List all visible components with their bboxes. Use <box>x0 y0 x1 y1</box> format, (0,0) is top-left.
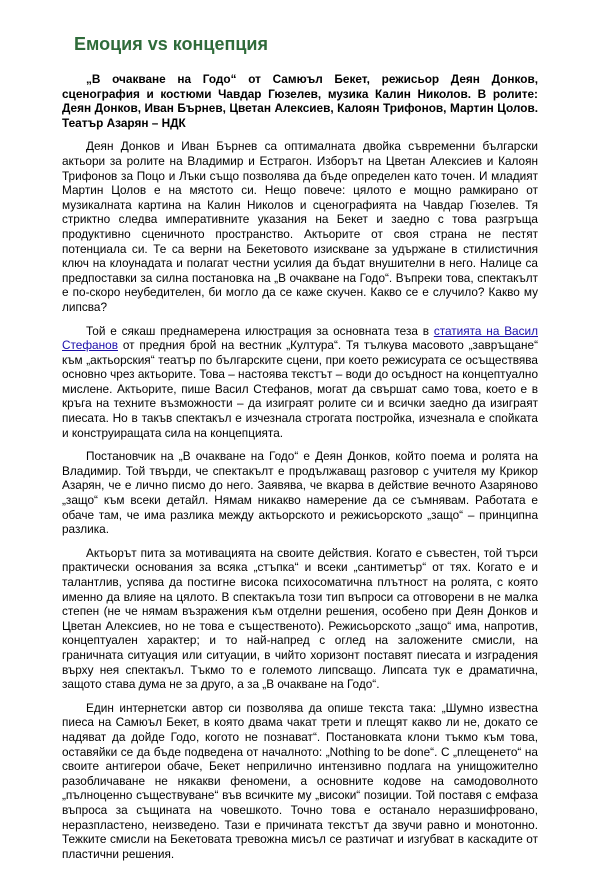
paragraph-5: Един интернетски автор си позволява да опише текста така: „Шумно известна пиеса на Самюъл Бекет, в която двама чакат трети и плещят какво ли не, докато се надяват да дойде Годо, когото не познават“. Постановката клони тъкмо към това, оставяйки се да бъде подведена от началното: „Nothing to be done“. С „плещенето“ на своите антигерои обаче, Бекет неприлично интензивно подлага на унищожително разобличаване не някакви феномени, а основните кодове на самодоволното „пълноценно съществуване“ във всичките му „високи“ позиции. Той поставя с емфаза въпроса за същината на човешкото. Точно това е останало неразшифровано, неразпластено, неизведено. Тази е причината текстът да звучи равно и монотонно. Тежките смисли на Бекетовата тревожна мисъл се разтичат и изгубват в каскадите от пластични решения. <box>62 700 538 861</box>
paragraph-1: Деян Донков и Иван Бърнев са оптималната двойка съвременни български актьори за ролите на Владимир и Естрагон. Изборът на Цветан Алексиев и Калоян Трифонов за Поцо и Лъки също позволява да бъде определен като точен. И младият Мартин Цолов е на мястото си. Нещо повече: цялото е мощно рамкирано от музикалната картина на Калин Николов и сценографията на Чавдар Гюзелев. Тя стриктно следва императивните указания на Бекет и заедно с това разгръща продуктивно сценичното пространство. Актьорите от своя страна не пестят потенциала си. Те са верни на Бекетовото изискване за удържане в стилистичния ключ на клоунадата и полагат честни усилия да бъдат внушителни в него. Налице са предпоставки за силна постановка на „В очакване на Годо“. Въпреки това, спектакълт е по-скоро неубедителен, би могло да се каже скучен. Какво се е случило? Какво му липсва? <box>62 139 538 314</box>
article-link-vasil-stefanov[interactable]: статията на Васил Стефанов <box>62 323 538 353</box>
paragraph-2 <box>62 324 538 441</box>
paragraph-2-before: Той е сякаш преднамерена илюстрация за основната теза в <box>86 323 434 338</box>
article-title: Емоция vs концепция <box>74 34 268 54</box>
paragraph-2-after: от предния брой на вестник „Култура“. Тя тълкува масовото „завръщане“ към „актьорския“ театър по българските сцени, при което режисурата се осъществява основно чрез актьорите. Това – настоява текстът – води до осъдност на концептуално мислене. Актьорите, пише Васил Стефанов, могат да свършат само това, което е в кръга на техните възможности – да изиграят ролите си и всички заедно да изиграят пиесата. Но в такъв спектакъл е изчезнала строгата постройка, изчезнала е спойката и конструиращата сила на концепцията. <box>62 338 538 440</box>
paragraph-3: Постановчик на „В очакване на Годо“ е Деян Донков, който поема и ролята на Владимир. Той твърди, че спектакълт е продължаващ разговор с учителя му Крикор Азарян, че е лично писмо до него. Заявява, че вкарва в действие вечното Азаряново „защо“ към всеки детайл. Нямам никакво намерение да се съмнявам. Работата е обаче там, че има разлика между актьорското и режисьорското „защо“ – принципна разлика. <box>62 449 538 537</box>
paragraph-4: Актьорът пита за мотивацията на своите действия. Когато е съвестен, той търси практически основания за всяка „стъпка“ и всеки „сантиметър“ от тях. Когато е и талантлив, успява да постигне висока психосоматична плътност на ролята, с която именно да влияе на цялото. В спектакъла този тип въпроси са отговорени в не малка степен (не че нямам възражения към отделни решения, особено при Деян Донков и Цветан Алексиев, но не това е същественото). Режисьорското „защо“ има, напротив, концептуален характер; и то най-напред с оглед на заложените смисли, на граничната ситуация или ситуации, в чийто хоризонт поставят пиесата и изградения върху нея спектакъл. Тъкмо то е големото липсващо. Липсата тук е драматична, защото става дума не за друго, а за „В очакване на Годо“. <box>62 545 538 692</box>
article-lead: „В очакване на Годо“ от Самюъл Бекет, режисьор Деян Донков, сценография и костюми Чавдар Гюзелев, музика Калин Николов. В ролите: Деян Донков, Иван Бърнев, Цветан Алексиев, Калоян Трифонов, Мартин Цолов. Театър Азарян – НДК <box>62 72 538 130</box>
article-body <box>62 72 538 870</box>
